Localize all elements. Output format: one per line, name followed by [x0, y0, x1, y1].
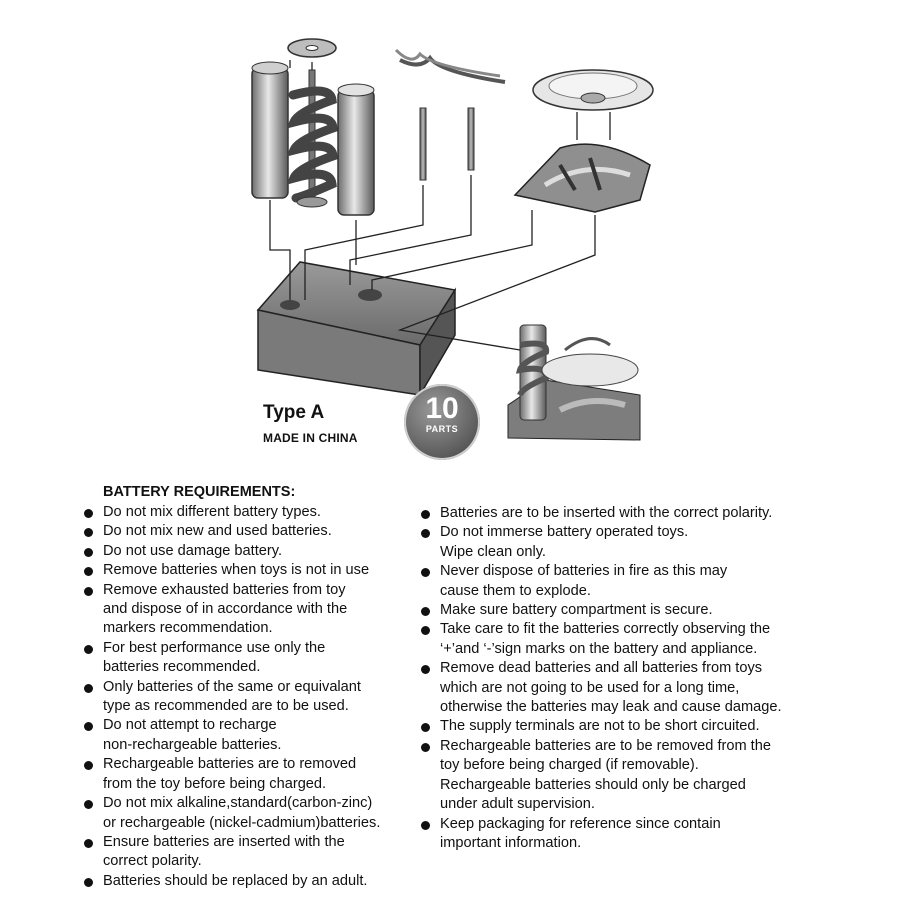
- battery-rule-line: Remove exhausted batteries from toy: [103, 581, 346, 598]
- wire-handle-part: [396, 50, 505, 82]
- battery-rule-line: ‘+’and ‘-’sign marks on the battery and appliance.: [440, 640, 758, 657]
- battery-rule-line: Do not mix new and used batteries.: [103, 523, 332, 540]
- battery-rule-line: or rechargeable (nickel-cadmium)batteries.: [103, 814, 381, 831]
- battery-requirements-heading: BATTERY REQUIREMENTS:: [103, 484, 296, 500]
- battery-rule-line: Do not attempt to recharge: [103, 717, 277, 734]
- battery-rule-line: Rechargeable batteries should only be charged: [440, 776, 746, 793]
- battery-rule-line: Only batteries of the same or equivalant: [103, 678, 361, 695]
- type-label: Type A: [263, 402, 325, 423]
- battery-rule-item: [419, 620, 839, 659]
- battery-rule-item: [419, 737, 839, 815]
- battery-rule-item: [419, 523, 839, 562]
- half-cylinder-right-part: [338, 84, 374, 215]
- turntable-plate-part: [533, 70, 653, 110]
- battery-requirements-left-list: [82, 503, 422, 891]
- battery-rule-line: Take care to fit the batteries correctly observing the: [440, 621, 771, 638]
- battery-rule-line: Do not mix different battery types.: [103, 504, 321, 520]
- battery-rule-item: [82, 503, 422, 522]
- battery-rule-item: [82, 522, 422, 541]
- battery-rule-item: [419, 562, 839, 601]
- battery-rule-line: markers recommendation.: [103, 620, 273, 637]
- battery-rule-line: Keep packaging for reference since contain: [440, 815, 721, 832]
- battery-rule-line: Rechargeable batteries are to removed: [103, 756, 357, 773]
- battery-rule-line: Wipe clean only.: [440, 543, 546, 560]
- battery-rule-line: Make sure battery compartment is secure.: [440, 602, 713, 619]
- battery-rule-line: and dispose of in accordance with the: [103, 601, 348, 618]
- battery-rule-item: [82, 561, 422, 580]
- battery-rule-item: [82, 716, 422, 755]
- battery-rule-line: The supply terminals are not to be short circuited.: [440, 718, 760, 735]
- battery-rule-line: non-rechargeable batteries.: [103, 736, 282, 753]
- battery-rule-item: [419, 504, 839, 523]
- battery-rule-line: Remove dead batteries and all batteries from toys: [440, 660, 763, 677]
- parts-count-text: PARTS: [425, 424, 459, 434]
- battery-rule-item: [82, 833, 422, 872]
- battery-rule-line: from the toy before being charged.: [103, 775, 327, 792]
- battery-rule-item: [82, 639, 422, 678]
- battery-rule-line: Batteries are to be inserted with the correct polarity.: [440, 505, 773, 521]
- battery-rule-item: [419, 815, 839, 854]
- origin-label: MADE IN CHINA: [263, 431, 358, 445]
- battery-rule-line: Rechargeable batteries are to be removed from the: [440, 737, 771, 754]
- battery-rule-line: Ensure batteries are inserted with the: [103, 833, 345, 850]
- battery-rule-line: Remove batteries when toys is not in use: [103, 562, 370, 579]
- battery-rule-item: [419, 659, 839, 717]
- battery-rule-line: Do not use damage battery.: [103, 542, 283, 559]
- battery-rule-line: Batteries should be replaced by an adult.: [103, 872, 368, 889]
- parts-count-badge: [404, 384, 480, 460]
- battery-rule-line: otherwise the batteries may leak and cause damage.: [440, 699, 782, 716]
- battery-rule-line: important information.: [440, 834, 582, 851]
- main-base-block-part: [258, 262, 455, 395]
- battery-rule-item: [82, 542, 422, 561]
- half-cylinder-left-part: [252, 62, 288, 198]
- battery-rule-line: under adult supervision.: [440, 796, 595, 813]
- battery-rule-item: [419, 717, 839, 736]
- support-rods-part: [420, 108, 474, 180]
- washer-disc-part: [288, 39, 336, 57]
- battery-rule-item: [82, 794, 422, 833]
- battery-rule-item: [419, 601, 839, 620]
- battery-rule-line: which are not going to be used for a long time,: [440, 679, 740, 696]
- spiral-screw-part: [293, 70, 333, 207]
- parts-count-number: 10: [425, 392, 459, 425]
- battery-rule-line: Never dispose of batteries in fire as this may: [440, 563, 728, 580]
- battery-rule-item: [82, 872, 422, 891]
- battery-rule-line: correct polarity.: [103, 853, 202, 870]
- assembled-toy-illustration: [508, 325, 640, 440]
- battery-rule-line: toy before being charged (if removable).: [440, 757, 699, 774]
- battery-rule-line: Do not mix alkaline,standard(carbon-zinc): [103, 795, 373, 812]
- battery-rule-line: Do not immerse battery operated toys.: [440, 524, 689, 541]
- battery-rule-item: [82, 581, 422, 639]
- battery-rule-line: type as recommended are to be used.: [103, 698, 349, 715]
- battery-rule-line: batteries recommended.: [103, 659, 261, 676]
- battery-rule-item: [82, 755, 422, 794]
- battery-rule-line: For best performance use only the: [103, 639, 326, 656]
- battery-requirements-right-list: [419, 504, 839, 853]
- battery-rule-line: cause them to explode.: [440, 582, 591, 599]
- tray-base-part: [515, 144, 650, 212]
- battery-rule-item: [82, 678, 422, 717]
